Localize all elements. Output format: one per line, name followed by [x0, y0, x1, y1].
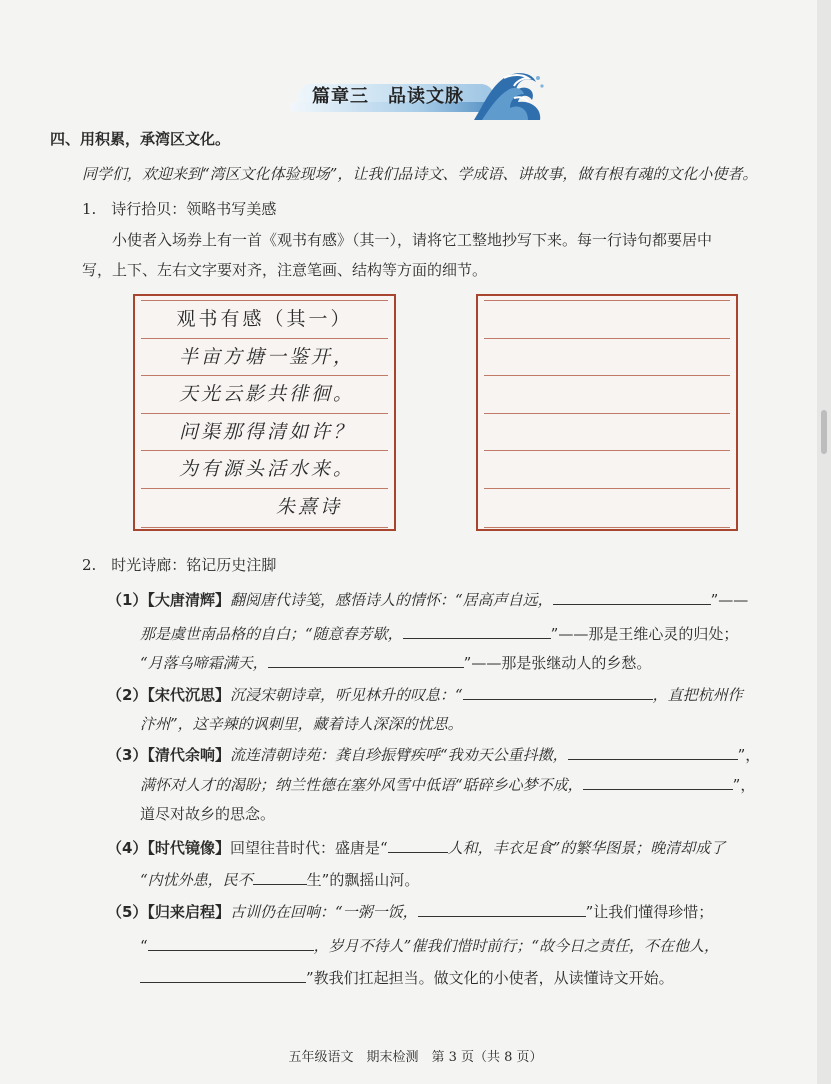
item-text: ”， — [737, 746, 761, 764]
q2-title: 2. 时光诗廊：铭记历史注脚 — [82, 556, 277, 574]
section-heading: 四、用积累，承湾区文化。 — [50, 130, 231, 148]
q2-item-5-line1 — [107, 900, 713, 922]
answer-blank[interactable] — [553, 588, 711, 605]
scrollbar-thumb[interactable] — [821, 410, 827, 454]
item-text: 人和，丰衣足食”的繁华图景；晚清却成了 — [447, 839, 726, 857]
item-text: 流连清朝诗苑：龚自珍振臂疾呼“我劝天公重抖擞， — [229, 746, 568, 764]
item-text: ”——那是王维心灵的归处； — [550, 625, 739, 643]
q2-item-2-line1 — [107, 683, 743, 705]
section-intro: 同学们，欢迎来到“湾区文化体验现场”，让我们品诗文、学成语、讲故事，做有根有魂的文化小使者。 — [82, 165, 758, 183]
writing-line[interactable] — [484, 488, 730, 528]
q2-item-4-line2 — [140, 868, 419, 890]
item-text: 翻阅唐代诗笺，感悟诗人的情怀：“居高声自远， — [229, 591, 553, 609]
item-text: 回望往昔时代：盛唐是“ — [229, 839, 388, 857]
item-text: “ — [140, 937, 148, 955]
answer-blank[interactable] — [463, 683, 653, 700]
writing-line[interactable] — [484, 450, 730, 489]
answer-blank[interactable] — [583, 773, 733, 790]
item-text: ，岁月不待人”催我们惜时前行；“故今日之责任，不在他人， — [313, 937, 720, 955]
page-footer: 五年级语文 期末检测 第 3 页（共 8 页） — [288, 1050, 543, 1065]
q1-instruction-line2: 写，上下、左右文字要对齐，注意笔画、结构等方面的细节。 — [82, 261, 488, 279]
writing-line[interactable] — [484, 300, 730, 339]
q2-item-2-line2: 汴州”，这辛辣的讽刺里，藏着诗人深深的忧思。 — [140, 715, 463, 733]
answer-blank[interactable] — [388, 836, 448, 853]
item-text: 满怀对人才的渴盼；纳兰性德在塞外风雪中低语“聒碎乡心梦不成， — [140, 776, 583, 794]
item-text: 沉浸宋朝诗章，听见林升的叹息：“ — [229, 686, 463, 704]
poem-line: 为有源头活水来。 — [141, 450, 388, 489]
item-text: ”——那是张继动人的乡愁。 — [463, 654, 652, 672]
q2-item-3-line1 — [107, 743, 760, 765]
q1-instruction-line1: 小使者入场券上有一首《观书有感》（其一），请将它工整地抄写下来。每一行诗句都要居中 — [112, 231, 713, 249]
item-text: ”， — [732, 776, 756, 794]
q2-item-1-line3 — [140, 651, 651, 673]
banner-title: 篇章三 品读文脉 — [312, 86, 464, 107]
answer-blank[interactable] — [253, 868, 307, 885]
answer-blank[interactable] — [268, 651, 464, 668]
poem-line: 天光云影共徘徊。 — [141, 375, 388, 414]
q2-item-5-line3 — [140, 966, 674, 988]
poem-author: 朱熹诗 — [141, 488, 388, 528]
wave-icon — [470, 64, 550, 126]
item-label: （2）【宋代沉思】 — [107, 686, 230, 704]
item-text: 那是虞世南品格的自白；“随意春芳歇， — [140, 625, 403, 643]
answer-blank[interactable] — [148, 934, 314, 951]
item-text: ”—— — [710, 591, 749, 609]
item-label: （5）【归来启程】 — [107, 903, 230, 921]
q2-item-1-line1 — [107, 588, 748, 610]
q2-item-5-line2 — [140, 934, 719, 956]
poem-sample-box — [133, 294, 396, 531]
q2-item-3-line2 — [140, 773, 755, 795]
item-text: “月落乌啼霜满天， — [140, 654, 268, 672]
q2-item-3-line3: 道尽对故乡的思念。 — [140, 805, 276, 823]
item-label: （1）【大唐清辉】 — [107, 591, 230, 609]
item-label: （4）【时代镜像】 — [107, 839, 230, 857]
answer-blank[interactable] — [403, 622, 551, 639]
q2-item-4-line1 — [107, 836, 725, 858]
item-text: 古训仍在回响：“一粥一饭， — [229, 903, 418, 921]
poem-line: 问渠那得清如许？ — [141, 413, 388, 452]
answer-blank[interactable] — [568, 743, 738, 760]
q1-title: 1. 诗行拾贝：领略书写美感 — [82, 200, 277, 218]
item-text: ”让我们懂得珍惜； — [585, 903, 714, 921]
poem-title: 观书有感（其一） — [141, 300, 388, 339]
writing-line[interactable] — [484, 413, 730, 452]
chapter-banner — [290, 72, 550, 128]
page-edge — [817, 0, 831, 1084]
item-text: ，直把杭州作 — [652, 686, 743, 704]
writing-line[interactable] — [484, 375, 730, 414]
item-text: 生”的飘摇山河。 — [306, 871, 420, 889]
answer-blank[interactable] — [140, 966, 306, 983]
q2-item-1-line2 — [140, 622, 738, 644]
answer-blank[interactable] — [418, 900, 586, 917]
poem-line: 半亩方塘一鉴开， — [141, 338, 388, 377]
copy-writing-box[interactable] — [476, 294, 738, 531]
item-label: （3）【清代余响】 — [107, 746, 230, 764]
item-text: “内忧外患，民不 — [140, 871, 253, 889]
writing-line[interactable] — [484, 338, 730, 377]
item-text: ”教我们扛起担当。做文化的小使者，从读懂诗文开始。 — [306, 969, 674, 987]
